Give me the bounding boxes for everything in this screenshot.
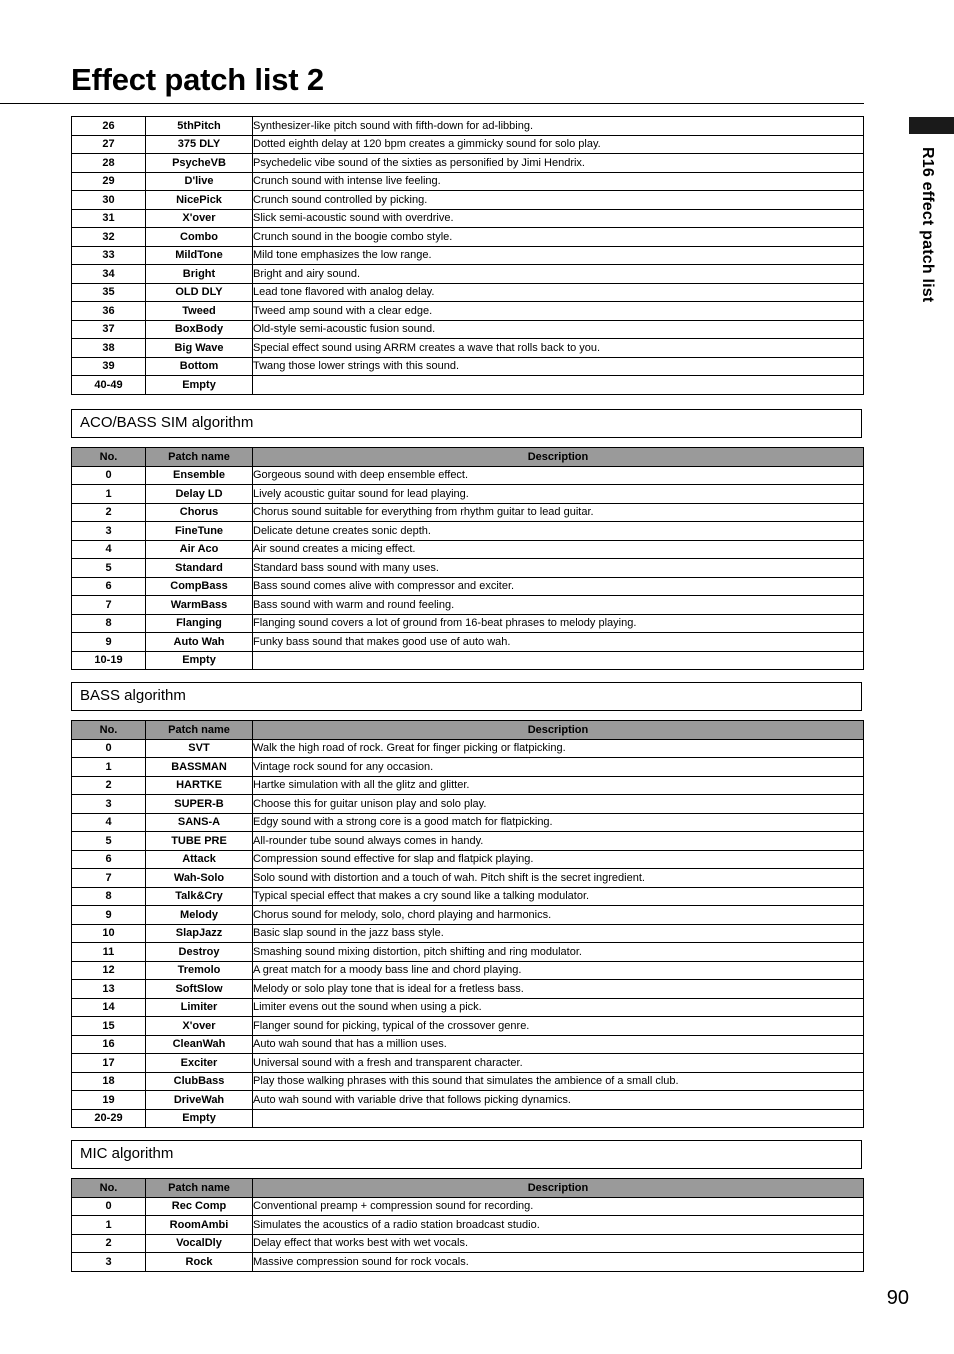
patch-description: Auto wah sound that has a million uses. xyxy=(253,1035,864,1054)
patch-description: Synthesizer-like pitch sound with fifth-down for ad-libbing. xyxy=(253,117,864,136)
patch-name: OLD DLY xyxy=(146,283,253,302)
patch-name: SANS-A xyxy=(146,813,253,832)
patch-description: Auto wah sound with variable drive that follows picking dynamics. xyxy=(253,1091,864,1110)
patch-description: Bright and airy sound. xyxy=(253,265,864,284)
table-row xyxy=(72,1091,864,1110)
patch-name: Talk&Cry xyxy=(146,887,253,906)
table-header-row xyxy=(72,1179,864,1198)
patch-number: 17 xyxy=(72,1054,146,1073)
table-row xyxy=(72,485,864,504)
table-row xyxy=(72,850,864,869)
table-header-row xyxy=(72,448,864,467)
patch-description: Hartke simulation with all the glitz and glitter. xyxy=(253,776,864,795)
column-header-patch-name: Patch name xyxy=(146,448,253,467)
table-row xyxy=(72,522,864,541)
table-row xyxy=(72,1072,864,1091)
patch-description: Chorus sound suitable for everything from rhythm guitar to lead guitar. xyxy=(253,503,864,522)
patch-number: 2 xyxy=(72,1234,146,1253)
patch-number: 11 xyxy=(72,943,146,962)
table-body xyxy=(72,1197,864,1271)
patch-description: Lively acoustic guitar sound for lead playing. xyxy=(253,485,864,504)
patch-name: Bright xyxy=(146,265,253,284)
patch-number: 40-49 xyxy=(72,376,146,395)
patch-number: 13 xyxy=(72,980,146,999)
table-body xyxy=(72,739,864,1128)
patch-number: 9 xyxy=(72,633,146,652)
table-row xyxy=(72,503,864,522)
patch-number: 35 xyxy=(72,283,146,302)
table-row xyxy=(72,1197,864,1216)
table-row xyxy=(72,1253,864,1272)
table-row xyxy=(72,320,864,339)
patch-number: 12 xyxy=(72,961,146,980)
patch-number: 18 xyxy=(72,1072,146,1091)
patch-name: X'over xyxy=(146,209,253,228)
patch-number: 2 xyxy=(72,776,146,795)
patch-name: SVT xyxy=(146,739,253,758)
table-header-row xyxy=(72,721,864,740)
patch-description: Solo sound with distortion and a touch of wah. Pitch shift is the secret ingredient. xyxy=(253,869,864,888)
table-row xyxy=(72,135,864,154)
patch-number: 10-19 xyxy=(72,651,146,670)
table-row xyxy=(72,172,864,191)
table-row xyxy=(72,154,864,173)
patch-description: Flanger sound for picking, typical of the crossover genre. xyxy=(253,1017,864,1036)
patch-number: 7 xyxy=(72,596,146,615)
table-row xyxy=(72,302,864,321)
patch-name: 5thPitch xyxy=(146,117,253,136)
patch-name: Combo xyxy=(146,228,253,247)
title-rule xyxy=(0,103,864,104)
page-number: 90 xyxy=(886,1287,909,1309)
patch-description: Choose this for guitar unison play and solo play. xyxy=(253,795,864,814)
patch-number: 7 xyxy=(72,869,146,888)
table-row xyxy=(72,980,864,999)
patch-description: Lead tone flavored with analog delay. xyxy=(253,283,864,302)
patch-name: VocalDly xyxy=(146,1234,253,1253)
patch-name: PsycheVB xyxy=(146,154,253,173)
patch-name: ClubBass xyxy=(146,1072,253,1091)
patch-name: HARTKE xyxy=(146,776,253,795)
patch-description: Slick semi-acoustic sound with overdrive. xyxy=(253,209,864,228)
patch-description: Crunch sound with intense live feeling. xyxy=(253,172,864,191)
table-row xyxy=(72,869,864,888)
patch-number: 8 xyxy=(72,614,146,633)
patch-description: Limiter evens out the sound when using a pick. xyxy=(253,998,864,1017)
table-row xyxy=(72,776,864,795)
patch-description xyxy=(253,1109,864,1128)
patch-number: 3 xyxy=(72,1253,146,1272)
patch-name: Tremolo xyxy=(146,961,253,980)
patch-name: Empty xyxy=(146,1109,253,1128)
patch-name: Standard xyxy=(146,559,253,578)
patch-number: 1 xyxy=(72,1216,146,1235)
patch-description: Melody or solo play tone that is ideal for a fretless bass. xyxy=(253,980,864,999)
patch-description: Chorus sound for melody, solo, chord playing and harmonics. xyxy=(253,906,864,925)
patch-name: Ensemble xyxy=(146,466,253,485)
patch-name: Bottom xyxy=(146,357,253,376)
patch-description: Basic slap sound in the jazz bass style. xyxy=(253,924,864,943)
table-row xyxy=(72,1234,864,1253)
patch-name: Chorus xyxy=(146,503,253,522)
patch-description: Universal sound with a fresh and transparent character. xyxy=(253,1054,864,1073)
patch-name: CompBass xyxy=(146,577,253,596)
patch-number: 31 xyxy=(72,209,146,228)
patch-name: Empty xyxy=(146,651,253,670)
table-row xyxy=(72,795,864,814)
patch-name: WarmBass xyxy=(146,596,253,615)
table-row xyxy=(72,283,864,302)
table-row xyxy=(72,943,864,962)
patch-number: 10 xyxy=(72,924,146,943)
patch-number: 28 xyxy=(72,154,146,173)
section-header-mic: MIC algorithm xyxy=(71,1140,862,1169)
table-row xyxy=(72,228,864,247)
table-row xyxy=(72,1054,864,1073)
patch-name: Melody xyxy=(146,906,253,925)
patch-number: 39 xyxy=(72,357,146,376)
patch-description: Crunch sound in the boogie combo style. xyxy=(253,228,864,247)
patch-description: Compression sound effective for slap and flatpick playing. xyxy=(253,850,864,869)
patch-number: 36 xyxy=(72,302,146,321)
patch-table-aco-bass-sim xyxy=(71,447,864,670)
patch-number: 1 xyxy=(72,758,146,777)
table-row xyxy=(72,758,864,777)
patch-number: 2 xyxy=(72,503,146,522)
patch-number: 19 xyxy=(72,1091,146,1110)
patch-description: Vintage rock sound for any occasion. xyxy=(253,758,864,777)
patch-name: Wah-Solo xyxy=(146,869,253,888)
table-row xyxy=(72,906,864,925)
table-row xyxy=(72,209,864,228)
patch-name: Auto Wah xyxy=(146,633,253,652)
table-row xyxy=(72,339,864,358)
patch-number: 4 xyxy=(72,540,146,559)
patch-number: 38 xyxy=(72,339,146,358)
patch-number: 5 xyxy=(72,559,146,578)
patch-name: SoftSlow xyxy=(146,980,253,999)
patch-description xyxy=(253,651,864,670)
table-row xyxy=(72,832,864,851)
patch-number: 20-29 xyxy=(72,1109,146,1128)
table-row xyxy=(72,961,864,980)
patch-name: Exciter xyxy=(146,1054,253,1073)
table-row xyxy=(72,739,864,758)
patch-description: Tweed amp sound with a clear edge. xyxy=(253,302,864,321)
patch-number: 4 xyxy=(72,813,146,832)
patch-description: Special effect sound using ARRM creates a wave that rolls back to you. xyxy=(253,339,864,358)
table-row xyxy=(72,466,864,485)
patch-number: 6 xyxy=(72,577,146,596)
section-header-bass: BASS algorithm xyxy=(71,682,862,711)
patch-description: Walk the high road of rock. Great for finger picking or flatpicking. xyxy=(253,739,864,758)
patch-number: 3 xyxy=(72,522,146,541)
patch-number: 33 xyxy=(72,246,146,265)
patch-name: X'over xyxy=(146,1017,253,1036)
patch-name: BASSMAN xyxy=(146,758,253,777)
patch-name: Rock xyxy=(146,1253,253,1272)
table-row xyxy=(72,577,864,596)
patch-number: 27 xyxy=(72,135,146,154)
patch-number: 37 xyxy=(72,320,146,339)
patch-name: Limiter xyxy=(146,998,253,1017)
patch-description: All-rounder tube sound always comes in handy. xyxy=(253,832,864,851)
patch-description: Play those walking phrases with this sound that simulates the ambience of a small club. xyxy=(253,1072,864,1091)
section-header-aco-bass-sim: ACO/BASS SIM algorithm xyxy=(71,409,862,438)
patch-number: 15 xyxy=(72,1017,146,1036)
patch-number: 0 xyxy=(72,739,146,758)
patch-description: Old-style semi-acoustic fusion sound. xyxy=(253,320,864,339)
patch-name: Attack xyxy=(146,850,253,869)
patch-description: Gorgeous sound with deep ensemble effect. xyxy=(253,466,864,485)
patch-description: Bass sound comes alive with compressor and exciter. xyxy=(253,577,864,596)
column-header-no: No. xyxy=(72,721,146,740)
table-row xyxy=(72,596,864,615)
patch-name: Delay LD xyxy=(146,485,253,504)
patch-name: Tweed xyxy=(146,302,253,321)
patch-name: SUPER-B xyxy=(146,795,253,814)
patch-name: CleanWah xyxy=(146,1035,253,1054)
patch-description: Delay effect that works best with wet vocals. xyxy=(253,1234,864,1253)
patch-description: Standard bass sound with many uses. xyxy=(253,559,864,578)
patch-name: 375 DLY xyxy=(146,135,253,154)
column-header-no: No. xyxy=(72,1179,146,1198)
table-body xyxy=(72,466,864,670)
table-row xyxy=(72,887,864,906)
patch-name: FineTune xyxy=(146,522,253,541)
patch-name: DriveWah xyxy=(146,1091,253,1110)
table-row xyxy=(72,813,864,832)
patch-description: Simulates the acoustics of a radio station broadcast studio. xyxy=(253,1216,864,1235)
patch-description xyxy=(253,376,864,395)
patch-number: 0 xyxy=(72,1197,146,1216)
page-title: Effect patch list 2 xyxy=(71,62,324,97)
patch-name: Rec Comp xyxy=(146,1197,253,1216)
patch-description: Bass sound with warm and round feeling. xyxy=(253,596,864,615)
table-body xyxy=(72,117,864,395)
patch-name: SlapJazz xyxy=(146,924,253,943)
patch-description: Conventional preamp + compression sound for recording. xyxy=(253,1197,864,1216)
patch-description: Smashing sound mixing distortion, pitch shifting and ring modulator. xyxy=(253,943,864,962)
patch-name: Destroy xyxy=(146,943,253,962)
patch-number: 16 xyxy=(72,1035,146,1054)
patch-name: BoxBody xyxy=(146,320,253,339)
patch-description: Flanging sound covers a lot of ground from 16-beat phrases to melody playing. xyxy=(253,614,864,633)
patch-description: Delicate detune creates sonic depth. xyxy=(253,522,864,541)
patch-name: NicePick xyxy=(146,191,253,210)
table-row xyxy=(72,614,864,633)
table-row xyxy=(72,246,864,265)
patch-number: 5 xyxy=(72,832,146,851)
column-header-description: Description xyxy=(253,721,864,740)
table-row xyxy=(72,633,864,652)
table-row xyxy=(72,924,864,943)
patch-description: Mild tone emphasizes the low range. xyxy=(253,246,864,265)
table-row xyxy=(72,1017,864,1036)
patch-description: Air sound creates a micing effect. xyxy=(253,540,864,559)
patch-number: 26 xyxy=(72,117,146,136)
patch-description: Massive compression sound for rock vocals. xyxy=(253,1253,864,1272)
table-row xyxy=(72,191,864,210)
table-row xyxy=(72,540,864,559)
patch-number: 9 xyxy=(72,906,146,925)
table-row xyxy=(72,559,864,578)
side-tab-marker xyxy=(909,117,954,134)
patch-number: 29 xyxy=(72,172,146,191)
patch-number: 8 xyxy=(72,887,146,906)
patch-number: 34 xyxy=(72,265,146,284)
patch-description: A great match for a moody bass line and chord playing. xyxy=(253,961,864,980)
side-label: R16 effect patch list xyxy=(919,147,936,303)
table-row xyxy=(72,651,864,670)
patch-number: 14 xyxy=(72,998,146,1017)
column-header-patch-name: Patch name xyxy=(146,721,253,740)
patch-name: MildTone xyxy=(146,246,253,265)
patch-number: 0 xyxy=(72,466,146,485)
patch-name: TUBE PRE xyxy=(146,832,253,851)
column-header-patch-name: Patch name xyxy=(146,1179,253,1198)
column-header-no: No. xyxy=(72,448,146,467)
patch-description: Typical special effect that makes a cry sound like a talking modulator. xyxy=(253,887,864,906)
patch-number: 30 xyxy=(72,191,146,210)
table-row xyxy=(72,265,864,284)
patch-number: 6 xyxy=(72,850,146,869)
column-header-description: Description xyxy=(253,448,864,467)
table-row xyxy=(72,1216,864,1235)
patch-description: Edgy sound with a strong core is a good match for flatpicking. xyxy=(253,813,864,832)
table-row xyxy=(72,117,864,136)
patch-number: 1 xyxy=(72,485,146,504)
patch-number: 3 xyxy=(72,795,146,814)
patch-table-mic xyxy=(71,1178,864,1272)
table-row xyxy=(72,1109,864,1128)
table-row xyxy=(72,1035,864,1054)
table-row xyxy=(72,376,864,395)
table-row xyxy=(72,998,864,1017)
patch-description: Twang those lower strings with this sound. xyxy=(253,357,864,376)
patch-name: Flanging xyxy=(146,614,253,633)
patch-description: Crunch sound controlled by picking. xyxy=(253,191,864,210)
patch-number: 32 xyxy=(72,228,146,247)
patch-name: RoomAmbi xyxy=(146,1216,253,1235)
patch-description: Funky bass sound that makes good use of auto wah. xyxy=(253,633,864,652)
patch-name: Big Wave xyxy=(146,339,253,358)
patch-description: Psychedelic vibe sound of the sixties as personified by Jimi Hendrix. xyxy=(253,154,864,173)
patch-name: Empty xyxy=(146,376,253,395)
patch-name: Air Aco xyxy=(146,540,253,559)
table-row xyxy=(72,357,864,376)
column-header-description: Description xyxy=(253,1179,864,1198)
patch-name: D'live xyxy=(146,172,253,191)
patch-table-continued xyxy=(71,116,864,395)
patch-table-bass xyxy=(71,720,864,1128)
patch-description: Dotted eighth delay at 120 bpm creates a gimmicky sound for solo play. xyxy=(253,135,864,154)
